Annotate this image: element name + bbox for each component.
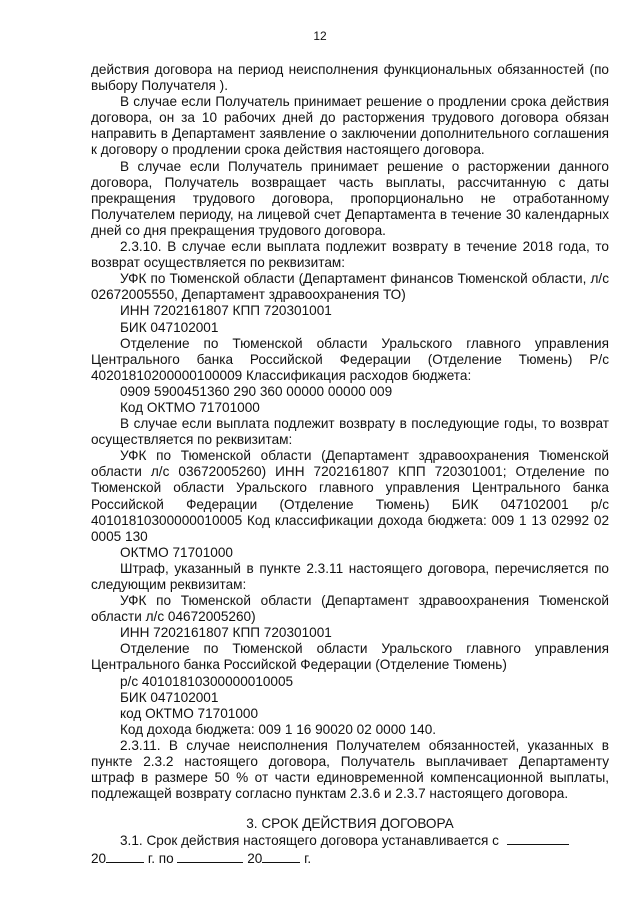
blank-date-start — [507, 832, 569, 845]
blank-year-end — [262, 850, 300, 863]
paragraph: УФК по Тюменской области (Департамент финансов Тюменской области, л/с 02672005550, Департамент здравоохранения ТО) — [91, 271, 609, 303]
paragraph: 2.3.10. В случае если выплата подлежит возврату в течение 2018 года, то возврат осуществляется по реквизитам: — [91, 239, 609, 271]
paragraph: р/с 40101810300000010005 — [120, 673, 294, 689]
paragraph: БИК 047102001 — [120, 319, 219, 335]
paragraph: действия договора на период неисполнения функциональных обязанностей (по выбору Получателя ). — [91, 62, 609, 94]
paragraph: УФК по Тюменской области (Департамент здравоохранения Тюменской области л/с 03672005260) ИНН 7202161807 КПП 720301001; Отделение по Тюменской области Уральского главного управления Центрального банка Российской Федерации (Отделение Тюмень) БИК 047102001 р/с 40101810300000010005 Код классификации дохода бюджета: 009 1 13 02992 02 0005 130 — [91, 448, 609, 544]
paragraph: 3.1. Срок действия настоящего договора устанавливается с — [91, 832, 609, 849]
paragraph: Код дохода бюджета: 009 1 16 90020 02 0000 140. — [120, 721, 437, 737]
blank-date-end — [177, 850, 243, 863]
paragraph: Отделение по Тюменской области Уральского главного управления Центрального банка Российской Федерации (Отделение Тюмень) — [91, 641, 609, 673]
paragraph: ОКТМО 71701000 — [120, 544, 233, 560]
year-prefix-start: 20 — [91, 850, 107, 866]
paragraph: ИНН 7202161807 КПП 720301001 — [120, 625, 332, 641]
paragraph: код ОКТМО 71701000 — [120, 705, 259, 721]
paragraph: 0909 5900451360 290 360 00000 00000 009 — [120, 383, 393, 399]
paragraph: 2.3.11. В случае неисполнения Получателем обязанностей, указанных в пункте 2.3.2 настоящего договора, Получатель выплачивает Департаменту штраф в размере 50 % от части единовременной компенсационной выплаты, подлежащей возврату согласно пунктам 2.3.6 и 2.3.7 настоящего договора. — [91, 737, 609, 802]
document-body — [91, 62, 609, 867]
paragraph: Штраф, указанный в пункте 2.3.11 настоящего договора, перечисляется по следующим реквизитам: — [91, 560, 609, 592]
page-number: 12 — [313, 29, 327, 43]
paragraph: В случае если Получатель принимает решение о продлении срока действия договора, он за 10 рабочих дней до расторжения трудового договора обязан направить в Департамент заявление о заключении дополнительного соглашения к договору о продлении срока действия настоящего договора. — [91, 94, 609, 158]
paragraph: В случае если выплата подлежит возврату в последующие годы, то возврат осуществляется по реквизитам: — [91, 416, 609, 448]
year-suffix-end: г. — [300, 850, 312, 866]
section-heading: 3. СРОК ДЕЙСТВИЯ ДОГОВОРА — [246, 816, 454, 832]
paragraph: БИК 047102001 — [120, 689, 219, 705]
paragraph: В случае если Получатель принимает решение о расторжении данного договора, Получатель возвращает часть выплаты, рассчитанную с даты прекращения трудового договора, пропорционально не отработанному Получателем периоду, на лицевой счет Департамента в течение 30 календарных дней со дня прекращения трудового договора. — [91, 158, 609, 238]
paragraph: УФК по Тюменской области (Департамент здравоохранения Тюменской области л/с 04672005260) — [91, 593, 609, 625]
paragraph: Код ОКТМО 71701000 — [120, 399, 260, 415]
paragraph: ИНН 7202161807 КПП 720301001 — [120, 303, 332, 319]
term-last-line — [91, 850, 609, 867]
date-to-text: г. по — [144, 850, 178, 866]
blank-year-start — [106, 850, 144, 863]
year-prefix-end: 20 — [243, 850, 263, 866]
paragraph: Отделение по Тюменской области Уральского главного управления Центрального банка Российской Федерации (Отделение Тюмень) Р/с 40201810200000100009 Классификация расходов бюджета: — [91, 335, 609, 383]
